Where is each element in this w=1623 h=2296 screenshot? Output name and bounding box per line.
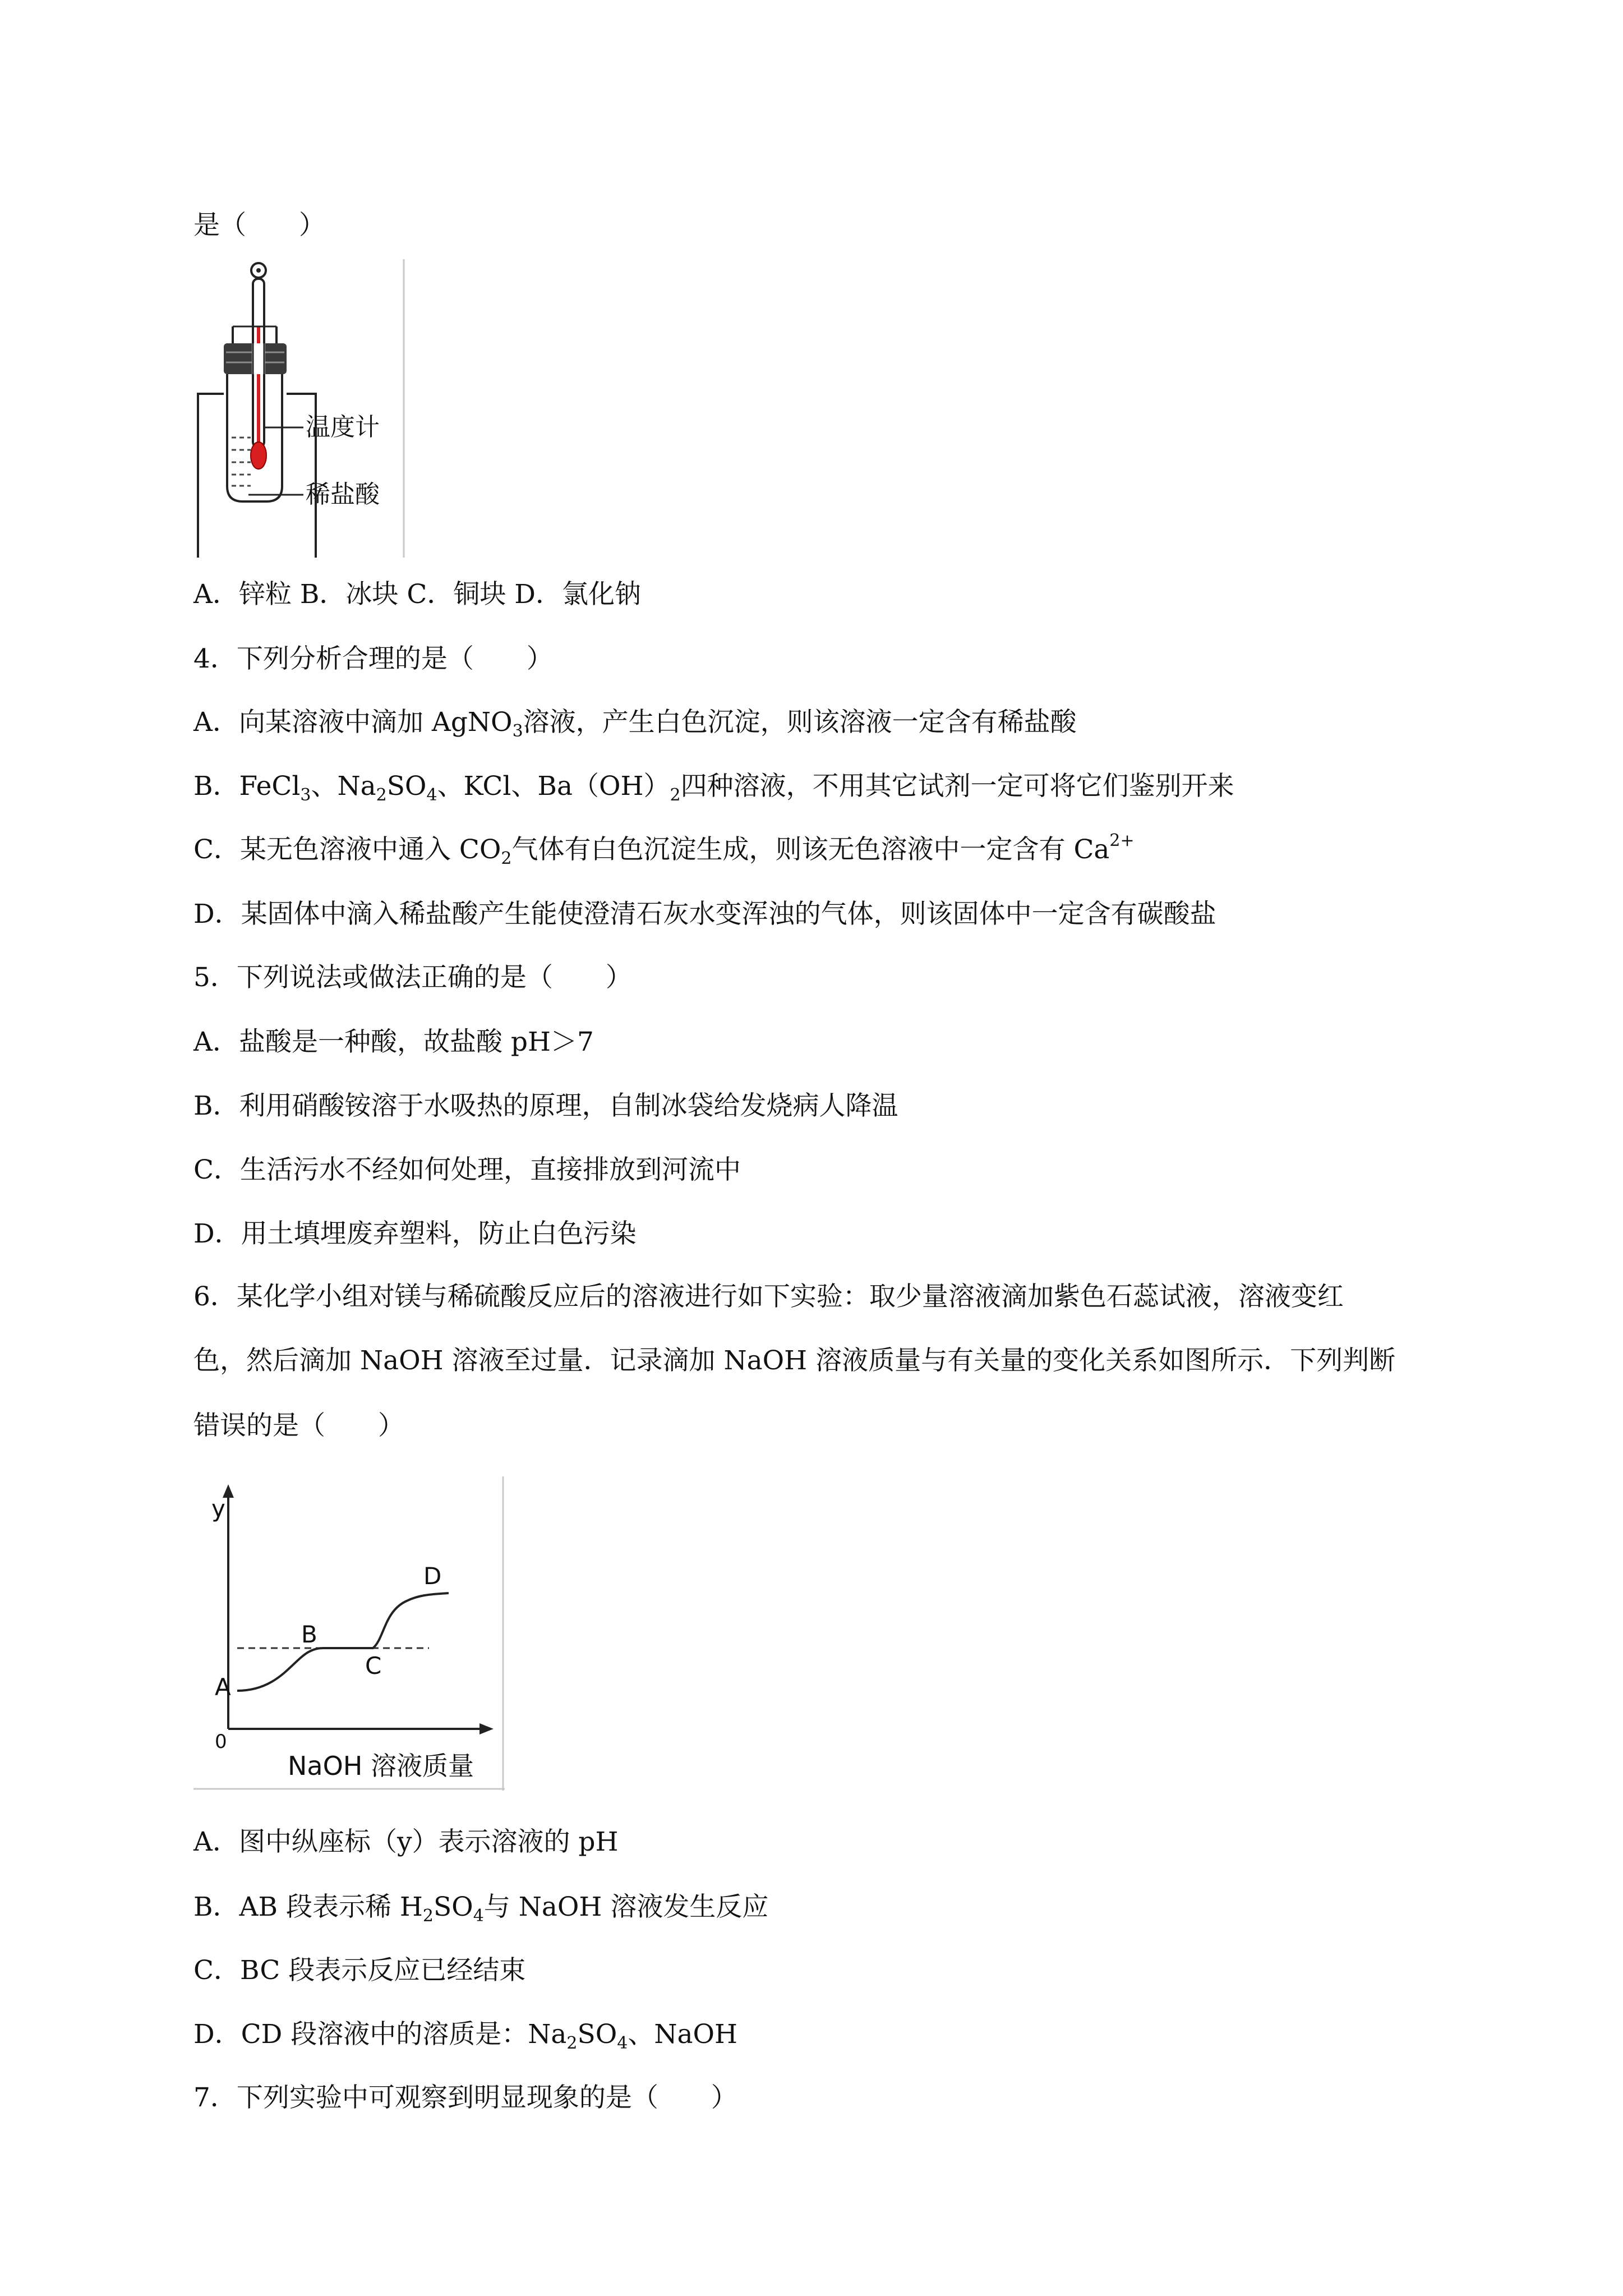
q5-option-d: D．用土填埋废弃塑料，防止白色污染 xyxy=(193,1218,637,1249)
q3-options: A．锌粒 B．冰块 C．铜块 D．氯化钠 xyxy=(193,579,641,610)
dilute-hcl-label: 稀盐酸 xyxy=(306,480,380,509)
q5-option-c: C．生活污水不经如何处理，直接排放到河流中 xyxy=(193,1154,741,1185)
q6-option-c: C．BC 段表示反应已经结束 xyxy=(193,1955,526,1986)
y-axis-label: y xyxy=(211,1495,225,1522)
point-b-label: B xyxy=(301,1621,317,1648)
ph-curve xyxy=(237,1593,449,1691)
q4-stem: 4．下列分析合理的是（ ） xyxy=(193,643,553,674)
q6-stem-line1: 6．某化学小组对镁与稀硫酸反应后的溶液进行如下实验：取少量溶液滴加紫色石蕊试液，溶液变红 xyxy=(193,1281,1344,1312)
thermometer-apparatus-figure xyxy=(192,259,405,558)
point-c-label: C xyxy=(365,1652,382,1680)
q6-option-b: B．AB 段表示稀 $H_2SO_4$与 NaOH 溶液发生反应 xyxy=(193,1892,769,1926)
x-axis-label: NaOH 溶液质量 xyxy=(288,1751,474,1781)
q4-option-c: C．某无色溶液中通入 $CO_2$气体有白色沉淀生成，则该无色溶液中一定含有 $Ca^{2+}$ xyxy=(193,831,1135,868)
q6-stem-line2: 色，然后滴加 NaOH 溶液至过量．记录滴加 NaOH 溶液质量与有关量的变化关系如图所示．下列判断 xyxy=(193,1345,1396,1376)
q5-option-a: A．盐酸是一种酸，故盐酸 pH＞7 xyxy=(193,1027,594,1057)
q4-option-b: B．FeCl$_3$、$Na_2SO_4$、KCl、$Ba(OH)_2$四种溶液，不用其它试剂一定可将它们鉴别开来 xyxy=(193,771,1234,805)
thermometer-label: 温度计 xyxy=(306,413,380,441)
q6-option-d: D．CD 段溶液中的溶质是：$Na_2SO_4$、NaOH xyxy=(193,2019,738,2053)
point-d-label: D xyxy=(423,1562,442,1590)
q5-option-b: B．利用硝酸铵溶于水吸热的原理，自制冰袋给发烧病人降温 xyxy=(193,1091,898,1121)
q6-option-a: A．图中纵座标（y）表示溶液的 pH xyxy=(193,1826,619,1857)
point-a-label: A xyxy=(215,1673,231,1701)
q4-option-d: D．某固体中滴入稀盐酸产生能使澄清石灰水变浑浊的气体，则该固体中一定含有碳酸盐 xyxy=(193,899,1216,930)
q4-option-a: A．向某溶液中滴加 AgNO$_3$溶液，产生白色沉淀，则该溶液一定含有稀盐酸 xyxy=(193,707,1077,741)
ph-curve-graph xyxy=(193,1476,505,1791)
q6-stem-line3: 错误的是（ ） xyxy=(193,1410,404,1441)
q5-stem: 5．下列说法或做法正确的是（ ） xyxy=(193,962,632,993)
q3-stem-tail: 是（ ） xyxy=(193,210,325,241)
q7-stem: 7．下列实验中可观察到明显现象的是（ ） xyxy=(193,2082,737,2113)
origin-label: 0 xyxy=(215,1731,227,1753)
